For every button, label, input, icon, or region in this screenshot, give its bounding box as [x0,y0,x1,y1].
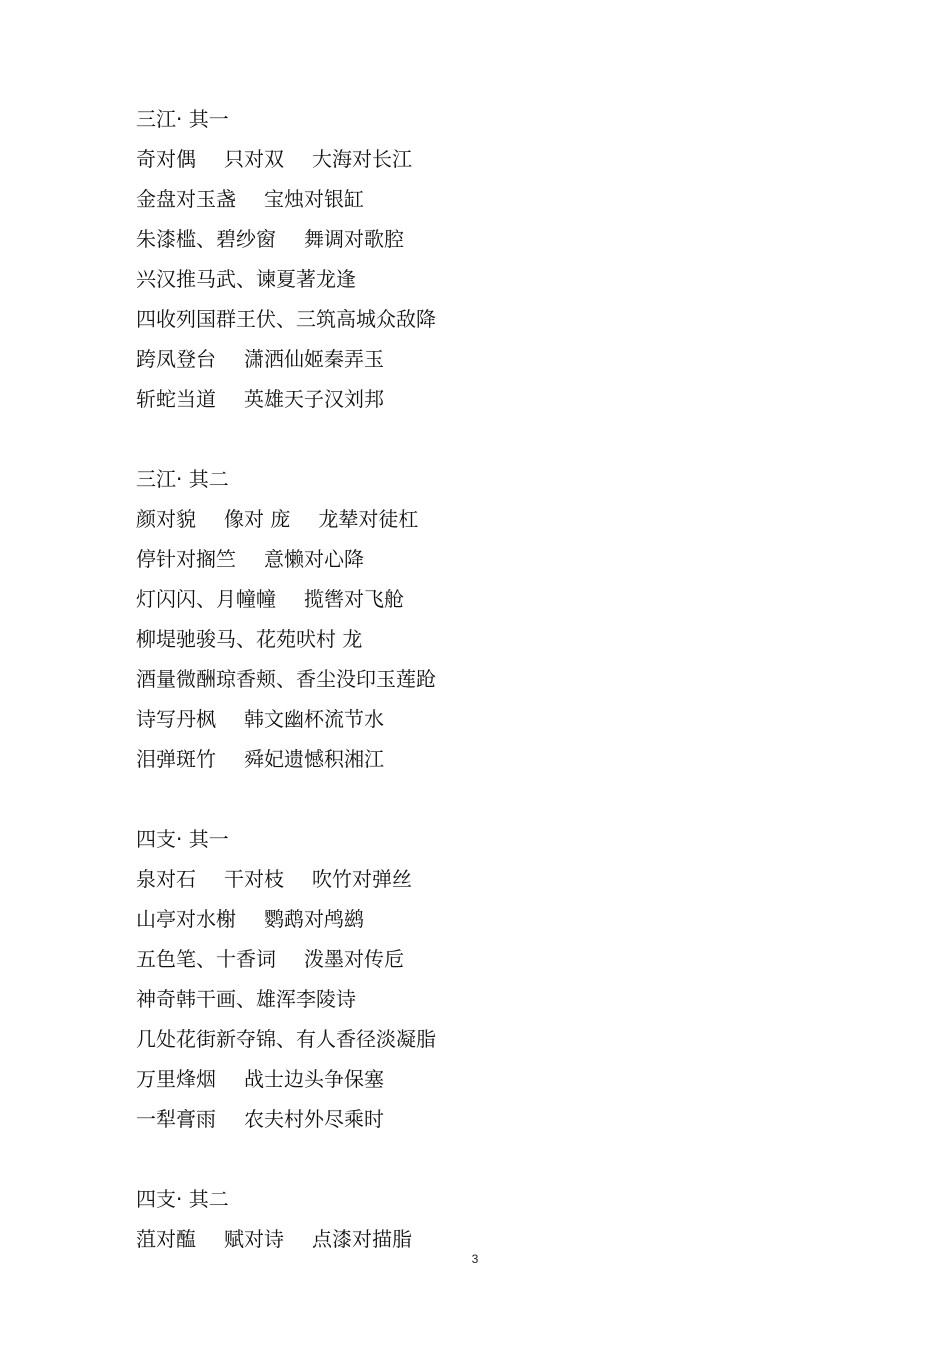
verse-line [136,699,836,739]
poem-section [136,99,836,419]
verse-line [136,539,836,579]
page-number: 3 [471,1252,479,1266]
verse-phrase: 鹦鹉对鸬鹚 [264,907,364,931]
verse-phrase: 农夫村外尽乘时 [244,1107,384,1131]
verse-line [136,619,836,659]
verse-line [136,739,836,779]
poem-content [136,99,836,1259]
verse-phrase: 几处花街新夺锦、有人香径淡凝脂 [136,1027,436,1051]
verse-phrase: 金盘对玉盏 [136,187,236,211]
verse-phrase: 菹对醢 [136,1227,196,1251]
verse-line [136,219,836,259]
verse-line [136,179,836,219]
verse-line [136,1019,836,1059]
verse-phrase: 舞调对歌腔 [304,227,404,251]
verse-line [136,259,836,299]
verse-phrase: 奇对偶 [136,147,196,171]
verse-line [136,499,836,539]
verse-phrase: 四收列国群王伏、三筑高城众敌降 [136,307,436,331]
verse-line [136,139,836,179]
verse-line [136,899,836,939]
verse-phrase: 诗写丹枫 [136,707,216,731]
section-title: 三江· 其一 [136,107,229,131]
verse-line [136,339,836,379]
verse-phrase: 灯闪闪、月幢幢 [136,587,276,611]
verse-line [136,939,836,979]
verse-line [136,659,836,699]
verse-line [136,979,836,1019]
section-title: 三江· 其二 [136,467,229,491]
verse-phrase: 韩文幽杯流节水 [244,707,384,731]
verse-phrase: 泼墨对传卮 [304,947,404,971]
verse-phrase: 战士边头争保塞 [244,1067,384,1091]
verse-phrase: 龙辇对徒杠 [318,507,419,531]
verse-phrase: 朱漆槛、碧纱窗 [136,227,276,251]
verse-phrase: 吹竹对弹丝 [312,867,412,891]
verse-phrase: 一犁膏雨 [136,1107,216,1131]
verse-phrase: 舜妃遗憾积湘江 [244,747,384,771]
verse-phrase: 只对双 [224,147,284,171]
verse-phrase: 泉对石 [136,867,196,891]
verse-phrase: 意懒对心降 [264,547,364,571]
verse-phrase: 干对枝 [224,867,284,891]
poem-section [136,1179,836,1259]
section-title: 四支· 其二 [136,1187,229,1211]
verse-line [136,1059,836,1099]
verse-line [136,379,836,419]
verse-phrase: 泪弹斑竹 [136,747,216,771]
verse-phrase: 点漆对描脂 [312,1227,412,1251]
poem-section [136,819,836,1139]
verse-phrase: 揽辔对飞舱 [304,587,404,611]
verse-phrase: 像对 庞 [224,507,291,531]
verse-phrase: 万里烽烟 [136,1067,216,1091]
verse-phrase: 赋对诗 [224,1227,284,1251]
verse-phrase: 兴汉推马武、谏夏著龙逢 [136,267,356,291]
verse-phrase: 斩蛇当道 [136,387,216,411]
verse-phrase: 神奇韩干画、雄浑李陵诗 [136,987,356,1011]
verse-phrase: 英雄天子汉刘邦 [244,387,384,411]
verse-line [136,299,836,339]
verse-phrase: 宝烛对银缸 [264,187,364,211]
verse-phrase: 柳堤驰骏马、花苑吠村 龙 [136,627,363,651]
verse-phrase: 大海对长江 [312,147,412,171]
verse-phrase: 颜对貌 [136,507,196,531]
section-title: 四支· 其一 [136,827,229,851]
verse-line [136,1099,836,1139]
verse-line [136,579,836,619]
verse-phrase: 停针对搁竺 [136,547,236,571]
verse-phrase: 山亭对水榭 [136,907,236,931]
poem-section [136,459,836,779]
verse-phrase: 五色笔、十香词 [136,947,276,971]
verse-phrase: 潇洒仙姬秦弄玉 [244,347,384,371]
verse-phrase: 酒量微酬琼香颊、香尘没印玉莲跄 [136,667,436,691]
verse-line [136,859,836,899]
verse-phrase: 跨凤登台 [136,347,216,371]
